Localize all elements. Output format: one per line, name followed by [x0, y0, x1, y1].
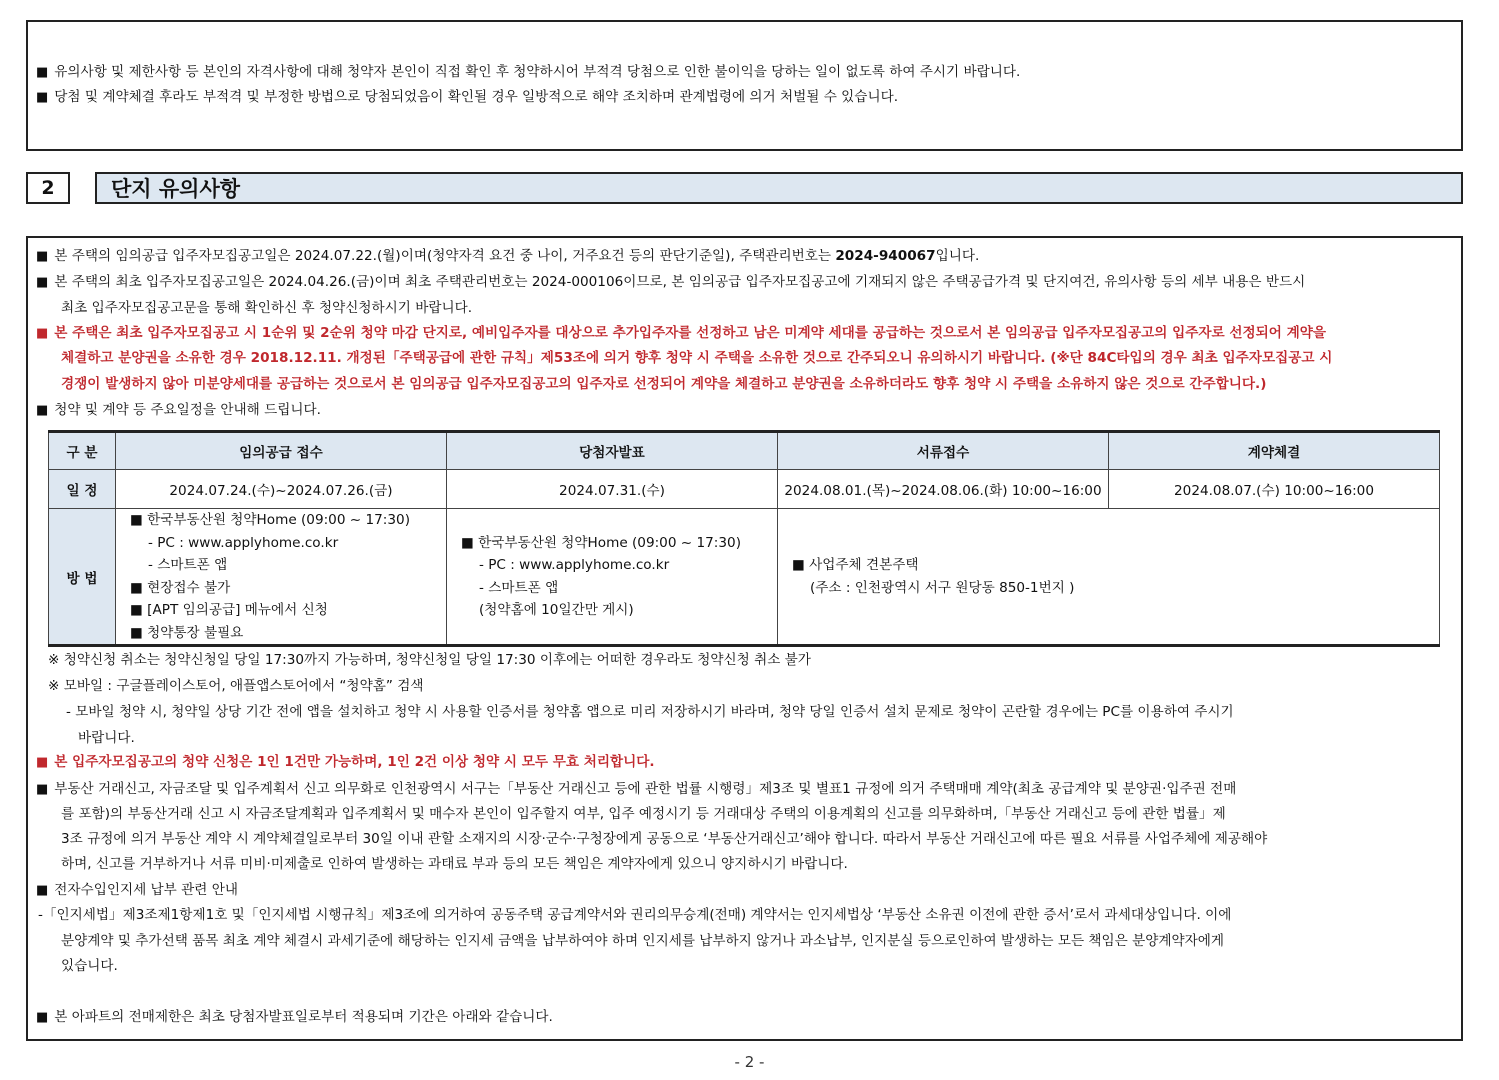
date-contract: 2024.08.07.(수) 10:00~16:00 [1109, 470, 1440, 509]
method-document-and-contract [778, 509, 1440, 646]
top-notice-line-2: ■ 당첨 및 계약체결 후라도 부적격 및 부정한 방법으로 당첨되었음이 확인될 경우 일방적으로 해약 조치하며 관계법령에 의거 처벌될 수 있습니다. [36, 89, 899, 105]
paragraph-schedule-intro: ■ 청약 및 계약 등 주요일정을 안내해 드립니다. [36, 402, 321, 418]
method-announce-item: - 스마트폰 앱 [479, 579, 559, 596]
paragraph-resale-restriction: ■ 본 아파트의 전매제한은 최초 당첨자발표일로부터 적용되며 기간은 아래와 같습니다. [36, 1009, 553, 1025]
method-apply [116, 509, 447, 646]
method-apply-item: ■ 한국부동산원 청약Home (09:00 ~ 17:30) [130, 512, 410, 528]
paragraph-real-estate-report-cont-3: 하며, 신고를 거부하거나 서류 미비·미제출로 인하여 발생하는 과태료 부과 등의 모든 책임은 계약자에게 있으니 양지하시기 바랍니다. [61, 856, 848, 872]
note-mobile-detail: - 모바일 청약 시, 청약일 상당 기간 전에 앱을 설치하고 청약 시 사용할 인증서를 청약홈 앱으로 미리 저장하시기 바라며, 청약 당일 인증서 설치 문제로 청약이 곤란할 경우에는 PC를 이용하여 주시기 [66, 704, 1234, 720]
paragraph-real-estate-report: ■ 부동산 거래신고, 자금조달 및 입주계획서 신고 의무화로 인천광역시 서구는「부동산 거래신고 등에 관한 법률 시행령」제3조 및 별표1 규정에 의거 주택매매 계약(최초 공급계약 및 분양권·입주권 전매 [36, 781, 1237, 797]
date-winner-announcement: 2024.07.31.(수) [447, 470, 778, 509]
table-row-schedule [49, 470, 1440, 509]
paragraph-stamp-tax-cont-2: 있습니다. [61, 958, 118, 974]
paragraph-announcement-date: ■ 본 주택의 임의공급 입주자모집공고일은 2024.07.22.(월)이며(청약자격 요건 중 나이, 거주요건 등의 판단기준일), 주택관리번호는 2024-940067입니다. [36, 248, 980, 264]
paragraph-one-application: ■ 본 입주자모집공고의 청약 신청은 1인 1건만 가능하며, 1인 2건 이상 청약 시 모두 무효 처리합니다. [36, 754, 655, 770]
schedule-table [48, 430, 1440, 647]
method-apply-item: ■ [APT 임의공급] 메뉴에서 신청 [130, 602, 328, 618]
header-document-submission: 서류접수 [778, 432, 1109, 470]
paragraph-stamp-tax-cont-1: 분양계약 및 추가선택 품목 최초 계약 체결시 과세기준에 해당하는 인지세 금액을 납부하여야 하며 인지세를 납부하지 않거나 과소납부, 인지분실 등으로인하여 발생하는 모든 책임은 분양계약자에게 [61, 933, 1225, 949]
note-cancel: ※ 청약신청 취소는 청약신청일 당일 17:30까지 가능하며, 청약신청일 당일 17:30 이후에는 어떠한 경우라도 청약신청 취소 불가 [48, 652, 811, 668]
paragraph-real-estate-report-cont-2: 3조 규정에 의거 부동산 계약 시 계약체결일로부터 30일 이내 관할 소재지의 시장·군수·구청장에게 공동으로 ‘부동산거래신고’해야 합니다. 따라서 부동산 거래신고에 따른 필요 서류를 사업주체에 제공해야 [61, 831, 1268, 847]
paragraph-stamp-tax: -「인지세법」제3조제1항제1호 및「인지세법 시행규칙」제3조에 의거하여 공동주택 공급계약서와 권리의무승계(전매) 계약서는 인지세법상 ‘부동산 소유권 이전에 관한 증서’로서 과세대상입니다. 이에 [38, 907, 1232, 923]
paragraph-initial-announcement: ■ 본 주택의 최초 입주자모집공고일은 2024.04.26.(금)이며 최초 주택관리번호는 2024-000106이므로, 본 임의공급 입주자모집공고에 기재되지 않은 주택공급가격 및 단지여건, 유의사항 등의 세부 내용은 반드시 [36, 274, 1306, 290]
header-contract: 계약체결 [1109, 432, 1440, 470]
square-bullet-icon: ■ [36, 326, 49, 341]
method-winner-announcement [447, 509, 778, 646]
row-label-method: 방 법 [49, 509, 116, 646]
paragraph-initial-announcement-cont: 최초 입주자모집공고문을 통해 확인하신 후 청약신청하시기 바랍니다. [61, 300, 473, 316]
square-bullet-icon: ■ [36, 1010, 49, 1025]
top-notice-box [26, 20, 1463, 151]
top-notice-line-1: ■ 유의사항 및 제한사항 등 본인의 자격사항에 대해 청약자 본인이 직접 확인 후 청약하시어 부적격 당첨으로 인한 불이익을 당하는 일이 없도록 하여 주시기 바랍니다. [36, 64, 1021, 80]
header-category: 구 분 [49, 432, 116, 470]
section-title: 단지 유의사항 [95, 172, 1463, 204]
header-apply: 임의공급 접수 [116, 432, 447, 470]
page-number: - 2 - [734, 1053, 765, 1071]
square-bullet-icon: ■ [36, 275, 49, 290]
method-apply-item: ■ 청약통장 불필요 [130, 624, 244, 641]
square-bullet-icon: ■ [36, 782, 49, 797]
method-apply-item: - PC : www.applyhome.co.kr [148, 534, 339, 551]
method-apply-item: ■ 현장접수 불가 [130, 579, 231, 596]
paragraph-ownership-warning-cont-1: 체결하고 분양권을 소유한 경우 2018.12.11. 개정된「주택공급에 관한 규칙」제53조에 의거 향후 청약 시 주택을 소유한 것으로 간주되오니 유의하시기 바랍니다. (※단 84C타입의 경우 최초 입주자모집공고 시 [61, 350, 1333, 366]
table-row-method [49, 509, 1440, 646]
section-number: 2 [26, 172, 70, 204]
note-mobile-detail-cont: 바랍니다. [78, 730, 135, 746]
table-header-row [49, 432, 1440, 470]
housing-management-number: 2024-940067 [835, 248, 936, 264]
note-mobile: ※ 모바일 : 구글플레이스토어, 애플앱스토어에서 “청약홈” 검색 [48, 678, 424, 694]
row-label-schedule: 일 정 [49, 470, 116, 509]
method-docs-item: ■ 사업주체 견본주택 [792, 557, 919, 573]
date-apply: 2024.07.24.(수)~2024.07.26.(금) [116, 470, 447, 509]
header-winner-announcement: 당첨자발표 [447, 432, 778, 470]
paragraph-stamp-tax-title: ■ 전자수입인지세 납부 관련 안내 [36, 882, 238, 898]
square-bullet-icon: ■ [36, 249, 49, 264]
date-document-submission: 2024.08.01.(목)~2024.08.06.(화) 10:00~16:00 [778, 470, 1109, 509]
square-bullet-icon: ■ [36, 90, 49, 105]
square-bullet-icon: ■ [36, 65, 49, 80]
square-bullet-icon: ■ [36, 403, 49, 418]
paragraph-ownership-warning-cont-2: 경쟁이 발생하지 않아 미분양세대를 공급하는 것으로서 본 임의공급 입주자모집공고의 입주자로 선정되어 계약을 체결하고 분양권을 소유하더라도 향후 청약 시 주택을 소유하지 않은 것으로 간주합니다.) [61, 376, 1267, 392]
method-apply-item: - 스마트폰 앱 [148, 557, 228, 573]
method-announce-item: - PC : www.applyhome.co.kr [479, 557, 670, 573]
paragraph-ownership-warning: ■ 본 주택은 최초 입주자모집공고 시 1순위 및 2순위 청약 마감 단지로, 예비입주자를 대상으로 추가입주자를 선정하고 남은 미계약 세대를 공급하는 것으로서 본 임의공급 입주자모집공고의 입주자로 선정되어 계약을 [36, 325, 1327, 341]
square-bullet-icon: ■ [36, 755, 49, 770]
paragraph-real-estate-report-cont-1: 를 포함)의 부동산거래 신고 시 자금조달계획과 입주계획서 및 매수자 본인이 입주할지 여부, 입주 예정시기 등 거래대상 주택의 이용계획의 신고를 의무화하며,「부동산 거래신고 등에 관한 법률」제 [61, 806, 1226, 822]
method-announce-item: (청약홈에 10일간만 게시) [479, 602, 634, 618]
square-bullet-icon: ■ [36, 883, 49, 898]
method-announce-item: ■ 한국부동산원 청약Home (09:00 ~ 17:30) [461, 534, 741, 551]
method-docs-item: (주소 : 인천광역시 서구 원당동 850-1번지 ) [810, 579, 1075, 596]
